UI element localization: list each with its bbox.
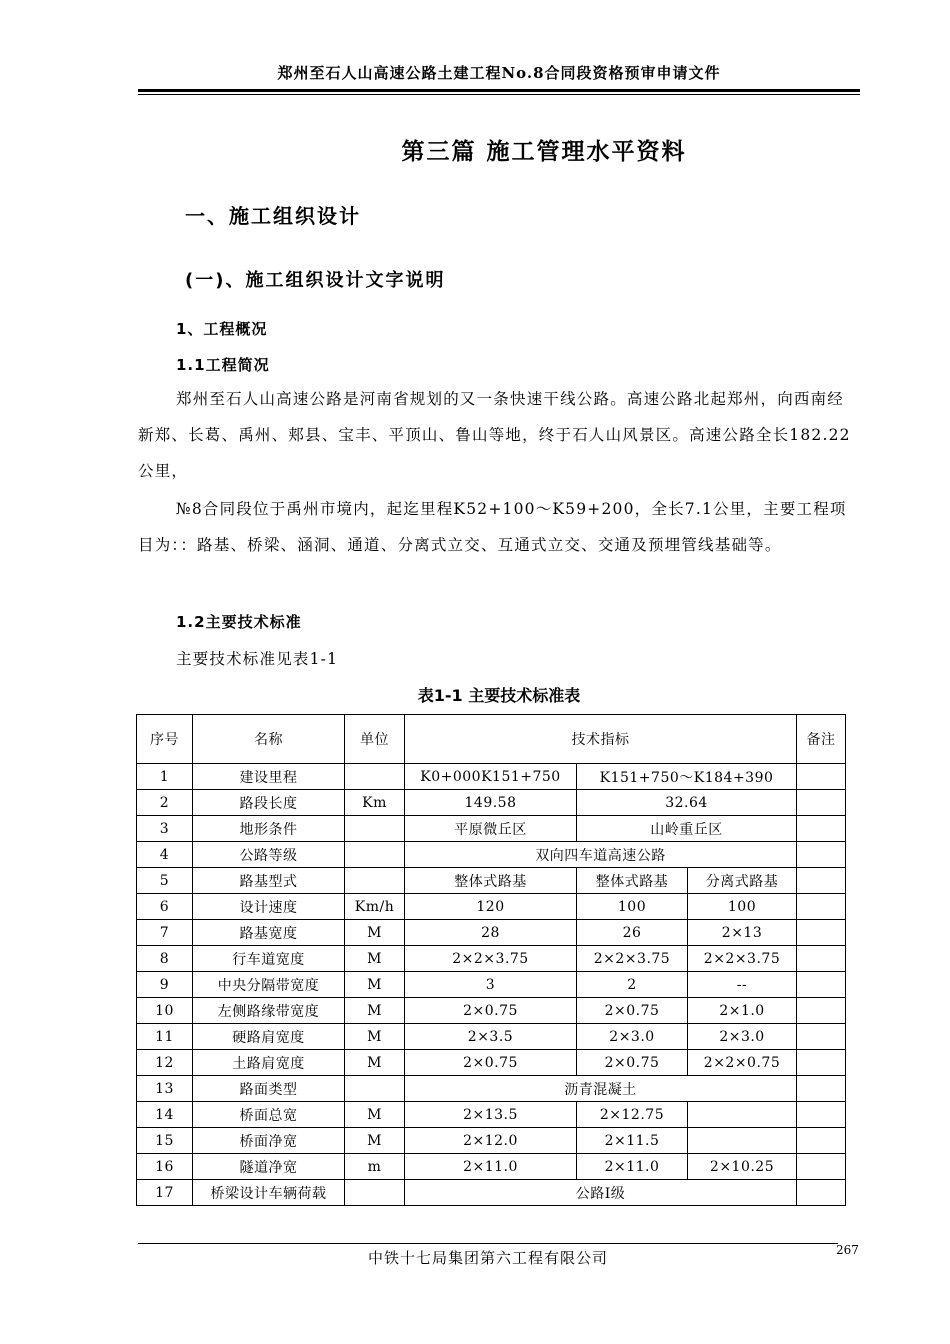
cell-spec-3: 2×2×0.75 [688, 1050, 797, 1076]
cell-spec-1: 2×2×3.75 [405, 946, 577, 972]
cell-spec-3: -- [688, 972, 797, 998]
table-row [137, 1024, 846, 1050]
cell-spec-2: 26 [577, 920, 688, 946]
cell-name: 桥梁设计车辆荷载 [193, 1180, 345, 1206]
heading-standards: 1.2主要技术标准 [176, 613, 302, 631]
cell-spec-1: 2×13.5 [405, 1102, 577, 1128]
page-number: 267 [836, 1243, 859, 1257]
cell-spec-1: 3 [405, 972, 577, 998]
table-row [137, 972, 846, 998]
cell-spec-2: 2×0.75 [577, 998, 688, 1024]
table-row [137, 790, 846, 816]
table-row [137, 894, 846, 920]
cell-note [797, 1050, 846, 1076]
cell-spec-3: 分离式路基 [688, 868, 797, 894]
cell-name: 行车道宽度 [193, 946, 345, 972]
cell-unit [345, 842, 405, 868]
cell-note [797, 842, 846, 868]
heading-brief: 1.1工程简况 [176, 356, 270, 374]
cell-spec: 公路Ⅰ级 [405, 1180, 797, 1206]
cell-no: 16 [137, 1154, 193, 1180]
cell-note [797, 1024, 846, 1050]
cell-no: 2 [137, 790, 193, 816]
cell-spec: 沥青混凝土 [405, 1076, 797, 1102]
cell-spec-3: 100 [688, 894, 797, 920]
table-row [137, 1128, 846, 1154]
cell-no: 7 [137, 920, 193, 946]
paragraph-intro [138, 381, 860, 489]
cell-unit: M [345, 920, 405, 946]
cell-spec-1: 2×0.75 [405, 1050, 577, 1076]
cell-spec-3: 2×2×3.75 [688, 946, 797, 972]
cell-spec-1: 120 [405, 894, 577, 920]
cell-spec-2: 2×2×3.75 [577, 946, 688, 972]
cell-unit: Km/h [345, 894, 405, 920]
cell-note [797, 972, 846, 998]
table-row [137, 1180, 846, 1206]
table-row [137, 868, 846, 894]
table-row [137, 998, 846, 1024]
cell-note [797, 1102, 846, 1128]
table-row [137, 842, 846, 868]
cell-unit: M [345, 1128, 405, 1154]
cell-unit: M [345, 998, 405, 1024]
cell-unit [345, 816, 405, 842]
cell-spec-2: 山岭重丘区 [577, 816, 797, 842]
cell-name: 公路等级 [193, 842, 345, 868]
cell-spec-1: 2×12.0 [405, 1128, 577, 1154]
cell-unit [345, 764, 405, 790]
cell-spec-2: 2×0.75 [577, 1050, 688, 1076]
cell-no: 9 [137, 972, 193, 998]
cell-note [797, 894, 846, 920]
cell-note [797, 920, 846, 946]
cell-no: 4 [137, 842, 193, 868]
header-rule-thick [138, 89, 860, 92]
header-note: 备注 [797, 715, 846, 764]
cell-spec-1: 整体式路基 [405, 868, 577, 894]
header-rule-thin [138, 94, 860, 95]
cell-name: 路段长度 [193, 790, 345, 816]
section-heading: 一、施工组织设计 [185, 204, 361, 228]
table-row [137, 1154, 846, 1180]
table-caption: 表1-1 主要技术标准表 [417, 686, 581, 705]
cell-spec-2: 2×12.75 [577, 1102, 688, 1128]
cell-no: 14 [137, 1102, 193, 1128]
cell-name: 地形条件 [193, 816, 345, 842]
cell-name: 设计速度 [193, 894, 345, 920]
cell-no: 5 [137, 868, 193, 894]
cell-name: 隧道净宽 [193, 1154, 345, 1180]
cell-spec-1: 149.58 [405, 790, 577, 816]
cell-note [797, 946, 846, 972]
paragraph-standards-ref: 主要技术标准见表1-1 [176, 650, 339, 668]
header-spec: 技术指标 [405, 715, 797, 764]
cell-no: 17 [137, 1180, 193, 1206]
cell-spec-1: 2×0.75 [405, 998, 577, 1024]
cell-spec-3: 2×10.25 [688, 1154, 797, 1180]
cell-unit: M [345, 1102, 405, 1128]
table-row [137, 920, 846, 946]
cell-name: 桥面总宽 [193, 1102, 345, 1128]
heading-overview: 1、工程概况 [176, 320, 268, 338]
table-row [137, 1076, 846, 1102]
cell-note [797, 790, 846, 816]
table-row [137, 1102, 846, 1128]
page-footer: 中铁十七局集团第六工程有限公司 [367, 1249, 608, 1267]
cell-no: 8 [137, 946, 193, 972]
cell-spec-2: 32.64 [577, 790, 797, 816]
cell-name: 路面类型 [193, 1076, 345, 1102]
cell-spec-1: K0+000K151+750 [405, 764, 577, 790]
cell-name: 土路肩宽度 [193, 1050, 345, 1076]
cell-unit: m [345, 1154, 405, 1180]
cell-spec-1: 2×11.0 [405, 1154, 577, 1180]
cell-spec-1: 平原微丘区 [405, 816, 577, 842]
cell-spec-2: 2×3.0 [577, 1024, 688, 1050]
cell-name: 硬路肩宽度 [193, 1024, 345, 1050]
cell-no: 6 [137, 894, 193, 920]
paragraph-intro-text: 郑州至石人山高速公路是河南省规划的又一条快速干线公路。高速公路北起郑州，向西南经新郑、长葛、禹州、郏县、宝丰、平顶山、鲁山等地，终于石人山风景区。高速公路全长182.22公里， [138, 390, 851, 480]
table-row [137, 946, 846, 972]
chapter-title: 第三篇 施工管理水平资料 [401, 139, 687, 165]
cell-no: 13 [137, 1076, 193, 1102]
cell-unit: M [345, 972, 405, 998]
table-row [137, 764, 846, 790]
cell-note [797, 868, 846, 894]
table-row [137, 1050, 846, 1076]
cell-spec-2: 100 [577, 894, 688, 920]
spec-table [136, 714, 846, 1206]
cell-name: 路基型式 [193, 868, 345, 894]
cell-unit [345, 1076, 405, 1102]
cell-spec-2: 2 [577, 972, 688, 998]
cell-no: 3 [137, 816, 193, 842]
cell-unit: M [345, 1050, 405, 1076]
cell-note [797, 816, 846, 842]
header-name: 名称 [193, 715, 345, 764]
page-header: 郑州至石人山高速公路土建工程No.8合同段资格预审申请文件 [277, 64, 721, 82]
cell-name: 桥面净宽 [193, 1128, 345, 1154]
cell-name: 路基宽度 [193, 920, 345, 946]
cell-unit [345, 1180, 405, 1206]
cell-note [797, 1180, 846, 1206]
cell-no: 12 [137, 1050, 193, 1076]
footer-rule [138, 1243, 838, 1244]
cell-name: 建设里程 [193, 764, 345, 790]
cell-unit: M [345, 946, 405, 972]
cell-note [797, 1076, 846, 1102]
paragraph-contract [138, 491, 860, 563]
cell-spec-3 [688, 1128, 797, 1154]
cell-spec-2: 整体式路基 [577, 868, 688, 894]
header-no: 序号 [137, 715, 193, 764]
cell-no: 11 [137, 1024, 193, 1050]
cell-spec-3: 2×1.0 [688, 998, 797, 1024]
cell-spec-2: 2×11.5 [577, 1128, 688, 1154]
cell-note [797, 1128, 846, 1154]
cell-note [797, 998, 846, 1024]
cell-spec-3 [688, 1102, 797, 1128]
table-header-row [137, 715, 846, 764]
cell-unit: Km [345, 790, 405, 816]
cell-spec-1: 28 [405, 920, 577, 946]
cell-spec: 双向四车道高速公路 [405, 842, 797, 868]
cell-spec-1: 2×3.5 [405, 1024, 577, 1050]
cell-name: 中央分隔带宽度 [193, 972, 345, 998]
cell-spec-2: K151+750～K184+390 [577, 764, 797, 790]
cell-no: 1 [137, 764, 193, 790]
cell-name: 左侧路缘带宽度 [193, 998, 345, 1024]
cell-spec-3: 2×13 [688, 920, 797, 946]
paragraph-contract-text: №8合同段位于禹州市境内，起迄里程K52+100～K59+200，全长7.1公里，主要工程项目为：：路基、桥梁、涵洞、通道、分离式立交、互通式立交、交通及预埋管线基础等。 [138, 500, 847, 554]
cell-spec-3: 2×3.0 [688, 1024, 797, 1050]
cell-no: 15 [137, 1128, 193, 1154]
cell-no: 10 [137, 998, 193, 1024]
cell-note [797, 1154, 846, 1180]
cell-unit [345, 868, 405, 894]
header-unit: 单位 [345, 715, 405, 764]
cell-note [797, 764, 846, 790]
cell-unit: M [345, 1024, 405, 1050]
table-row [137, 816, 846, 842]
subsection-heading: (一)、施工组织设计文字说明 [185, 270, 446, 291]
cell-spec-2: 2×11.0 [577, 1154, 688, 1180]
